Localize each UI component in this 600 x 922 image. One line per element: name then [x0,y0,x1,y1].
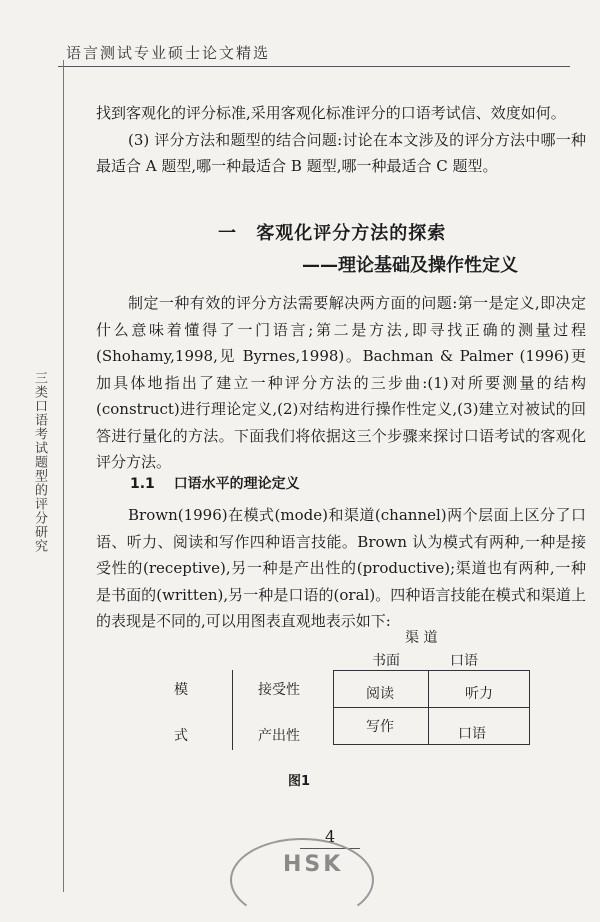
section-subtitle: ——理论基础及操作性定义 [302,255,518,276]
page-number: 4 [325,827,336,846]
header-rule [58,66,570,67]
channel-label: 渠 道 [405,630,438,646]
paragraph-top [96,100,586,180]
productive-label: 产出性 [258,728,300,744]
mode-label-bottom: 式 [174,728,188,744]
cell-writing: 写作 [366,719,394,735]
side-chapter-title [30,371,49,553]
subsection-heading [130,473,300,493]
paragraph-line: 找到客观化的评分标准,采用客观化标准评分的口语考试信、效度如何。 [96,104,566,122]
side-rule [63,60,64,892]
subsection-number: 1.1 [130,476,155,492]
paragraph-low: Brown(1996)在模式(mode)和渠道(channel)两个层面上区分了口语、听力、阅读和写作四种语言技能。Brown 认为模式有两种,一种是接受性的(receptive),另一种是产出性的(productive);渠道也有两种,一种是书面的(written),另一种是口语的(oral)。四种语言技能在模式和渠道上的表现是不同的,可以用图表直观地表示如下: [96,506,586,630]
mode-label-top: 模 [174,682,188,698]
grid-horizontal [333,707,529,708]
cell-reading: 阅读 [366,686,394,702]
mode-channel-diagram [150,625,530,755]
oral-label: 口语 [450,653,478,669]
running-header: 语言测试专业硕士论文精选 [66,44,271,62]
hsk-logo: HSK [283,852,344,877]
section-title: 客观化评分方法的探索 [256,223,447,244]
section-number: 一 [218,223,237,244]
receptive-label: 接受性 [258,682,300,698]
paragraph-item-3: (3) 评分方法和题型的结合问题:讨论在本文涉及的评分方法中哪一种最适合 A 题型,哪一种最适合 B 题型,哪一种最适合 C 题型。 [96,130,586,175]
written-label: 书面 [372,653,400,669]
cell-speaking: 口语 [458,726,486,742]
hsk-logo-arc [230,838,374,922]
figure-caption: 图1 [288,774,311,789]
section-heading [218,219,446,245]
cell-listening: 听力 [465,686,493,702]
paragraph-mid: 制定一种有效的评分方法需要解决两方面的问题:第一是定义,即决定什么意味着懂得了一门语言;第二是方法,即寻找正确的测量过程(Shohamy,1998,见 Byrnes,1998)。Bachman & Palmer (1996)更加具体地指出了建立一种评分方法的三步曲:(1)对所要测量的结构(construct)进行理论定义,(2)对结构进行操作性定义,(3)建立对被试的回答进行量化的方法。下面我们将依据这三个步骤来探讨口语考试的客观化评分方法。 [96,294,586,471]
subsection-title: 口语水平的理论定义 [173,476,300,492]
side-chapter-text: 三类口语考试题型的评分研究 [32,371,47,553]
mode-divider [232,670,233,750]
